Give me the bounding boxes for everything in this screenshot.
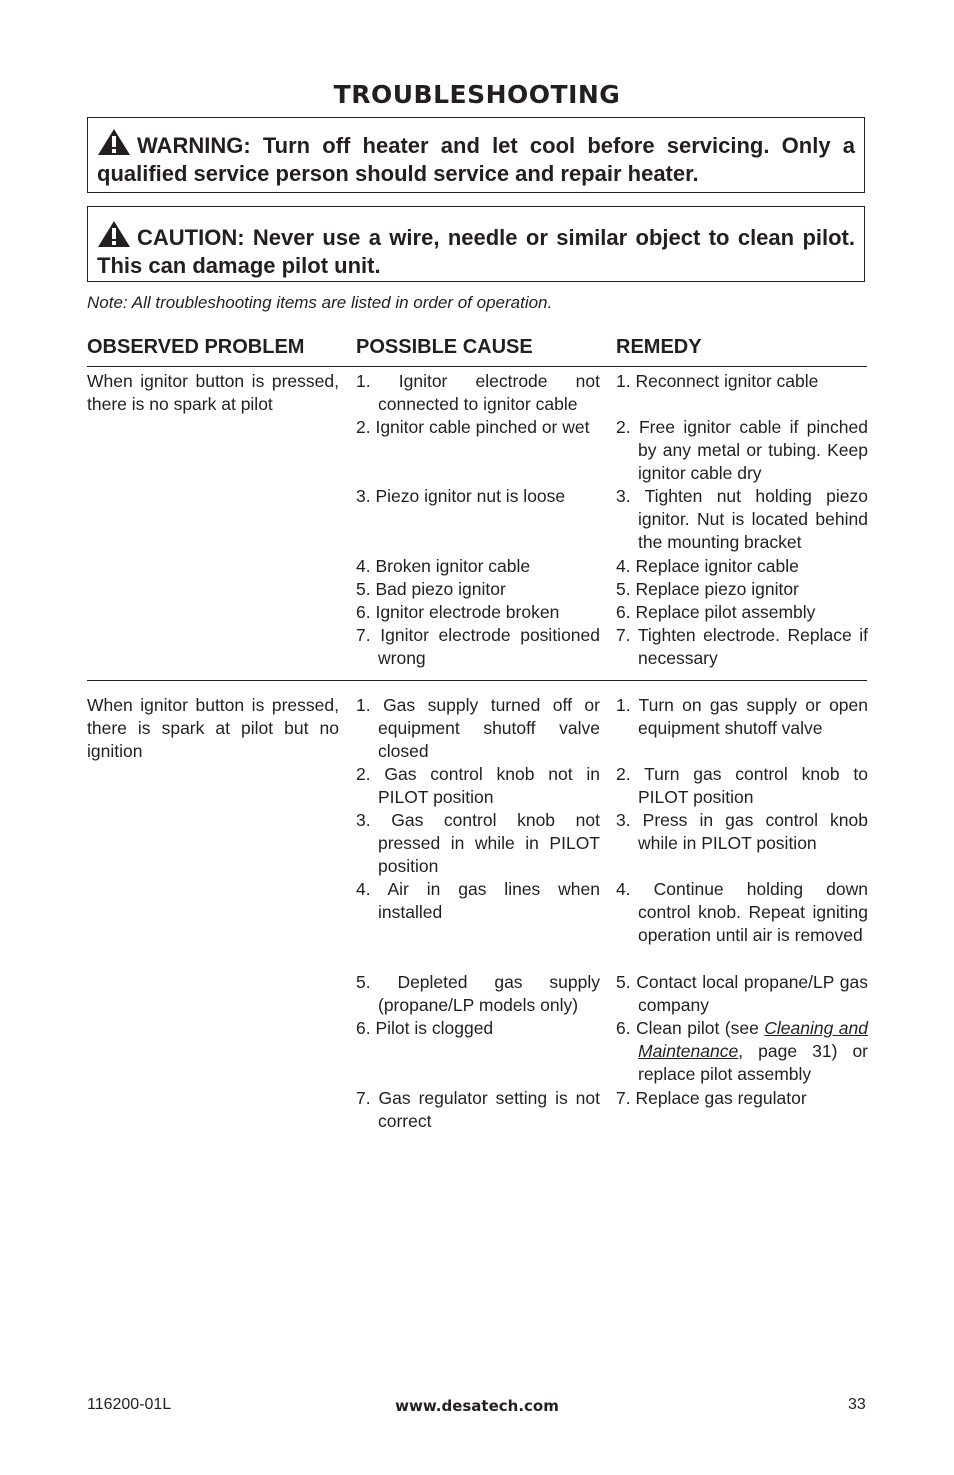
remedy-2-5: 5. Contact local propane/LP gas company [616, 972, 868, 1015]
remedy-2-6 [616, 1017, 868, 1086]
remedy-1-5: 5. Replace piezo ignitor [616, 579, 799, 599]
caution-text: CAUTION: Never use a wire, needle or similar object to clean pilot. This can damage pilot unit. [97, 225, 855, 278]
remedy-2-3: 3. Press in gas control knob while in PILOT position [616, 810, 868, 853]
website-link[interactable]: www.desatech.com [395, 1397, 559, 1415]
cause-2-1: 1. Gas supply turned off or equipment shutoff valve closed [356, 695, 600, 761]
page-title: TROUBLESHOOTING [333, 80, 621, 109]
remedy-2-7: 7. Replace gas regulator [616, 1088, 807, 1108]
cause-1-3: 3. Piezo ignitor nut is loose [356, 486, 566, 506]
warning-triangle-icon [97, 220, 131, 248]
note: Note: All troubleshooting items are listed in order of operation. [87, 293, 553, 312]
cause-2-5: 5. Depleted gas supply (propane/LP models only) [356, 972, 600, 1015]
remedy-2-1: 1. Turn on gas supply or open equipment shutoff valve [616, 695, 868, 738]
header-possible-cause: POSSIBLE CAUSE [356, 336, 533, 358]
warning-text: WARNING: Turn off heater and let cool before servicing. Only a qualified service person should service and repair heater. [97, 133, 855, 186]
cause-2-2: 2. Gas control knob not in PILOT position [356, 764, 600, 807]
remedy-1-2: 2. Free ignitor cable if pinched by any metal or tubing. Keep ignitor cable dry [616, 417, 868, 483]
remedy-1-7: 7. Tighten electrode. Replace if necessary [616, 625, 868, 668]
row-divider [87, 680, 867, 681]
cause-2-3: 3. Gas control knob not pressed in while in PILOT position [356, 810, 600, 876]
cause-1-7: 7. Ignitor electrode positioned wrong [356, 625, 600, 668]
header-observed-problem: OBSERVED PROBLEM [87, 336, 305, 358]
remedy-2-6-suffix: , page 31) or replace pilot assembly [638, 1041, 868, 1084]
warning-triangle-icon [97, 128, 131, 156]
caution-box [87, 206, 865, 282]
remedy-1-4: 4. Replace ignitor cable [616, 556, 799, 576]
header-remedy: REMEDY [616, 336, 702, 358]
cause-2-7: 7. Gas regulator setting is not correct [356, 1088, 600, 1131]
problem-1: When ignitor button is pressed, there is no spark at pilot [87, 371, 339, 414]
remedy-2-2: 2. Turn gas control knob to PILOT position [616, 764, 868, 807]
remedy-1-1: 1. Reconnect ignitor cable [616, 371, 819, 391]
doc-number: 116200-01L [87, 1396, 172, 1413]
remedy-2-6-prefix: 6. Clean pilot (see [616, 1018, 765, 1038]
cause-1-1: 1. Ignitor electrode not connected to ignitor cable [356, 371, 600, 414]
cause-1-5: 5. Bad piezo ignitor [356, 579, 506, 599]
header-divider [87, 366, 867, 367]
cause-1-4: 4. Broken ignitor cable [356, 556, 531, 576]
remedy-1-3: 3. Tighten nut holding piezo ignitor. Nut is located behind the mounting bracket [616, 486, 868, 552]
page-number: 33 [848, 1396, 866, 1413]
cause-1-6: 6. Ignitor electrode broken [356, 602, 560, 622]
cause-2-6: 6. Pilot is clogged [356, 1018, 494, 1038]
warning-box [87, 117, 865, 193]
remedy-1-6: 6. Replace pilot assembly [616, 602, 816, 622]
remedy-2-4: 4. Continue holding down control knob. Repeat igniting operation until air is removed [616, 879, 868, 945]
cause-2-4: 4. Air in gas lines when installed [356, 879, 600, 922]
problem-2: When ignitor button is pressed, there is spark at pilot but no ignition [87, 695, 339, 761]
cleaning-maintenance-link[interactable]: Cleaning and Maintenance [638, 1018, 868, 1061]
cause-1-2: 2. Ignitor cable pinched or wet [356, 417, 590, 437]
